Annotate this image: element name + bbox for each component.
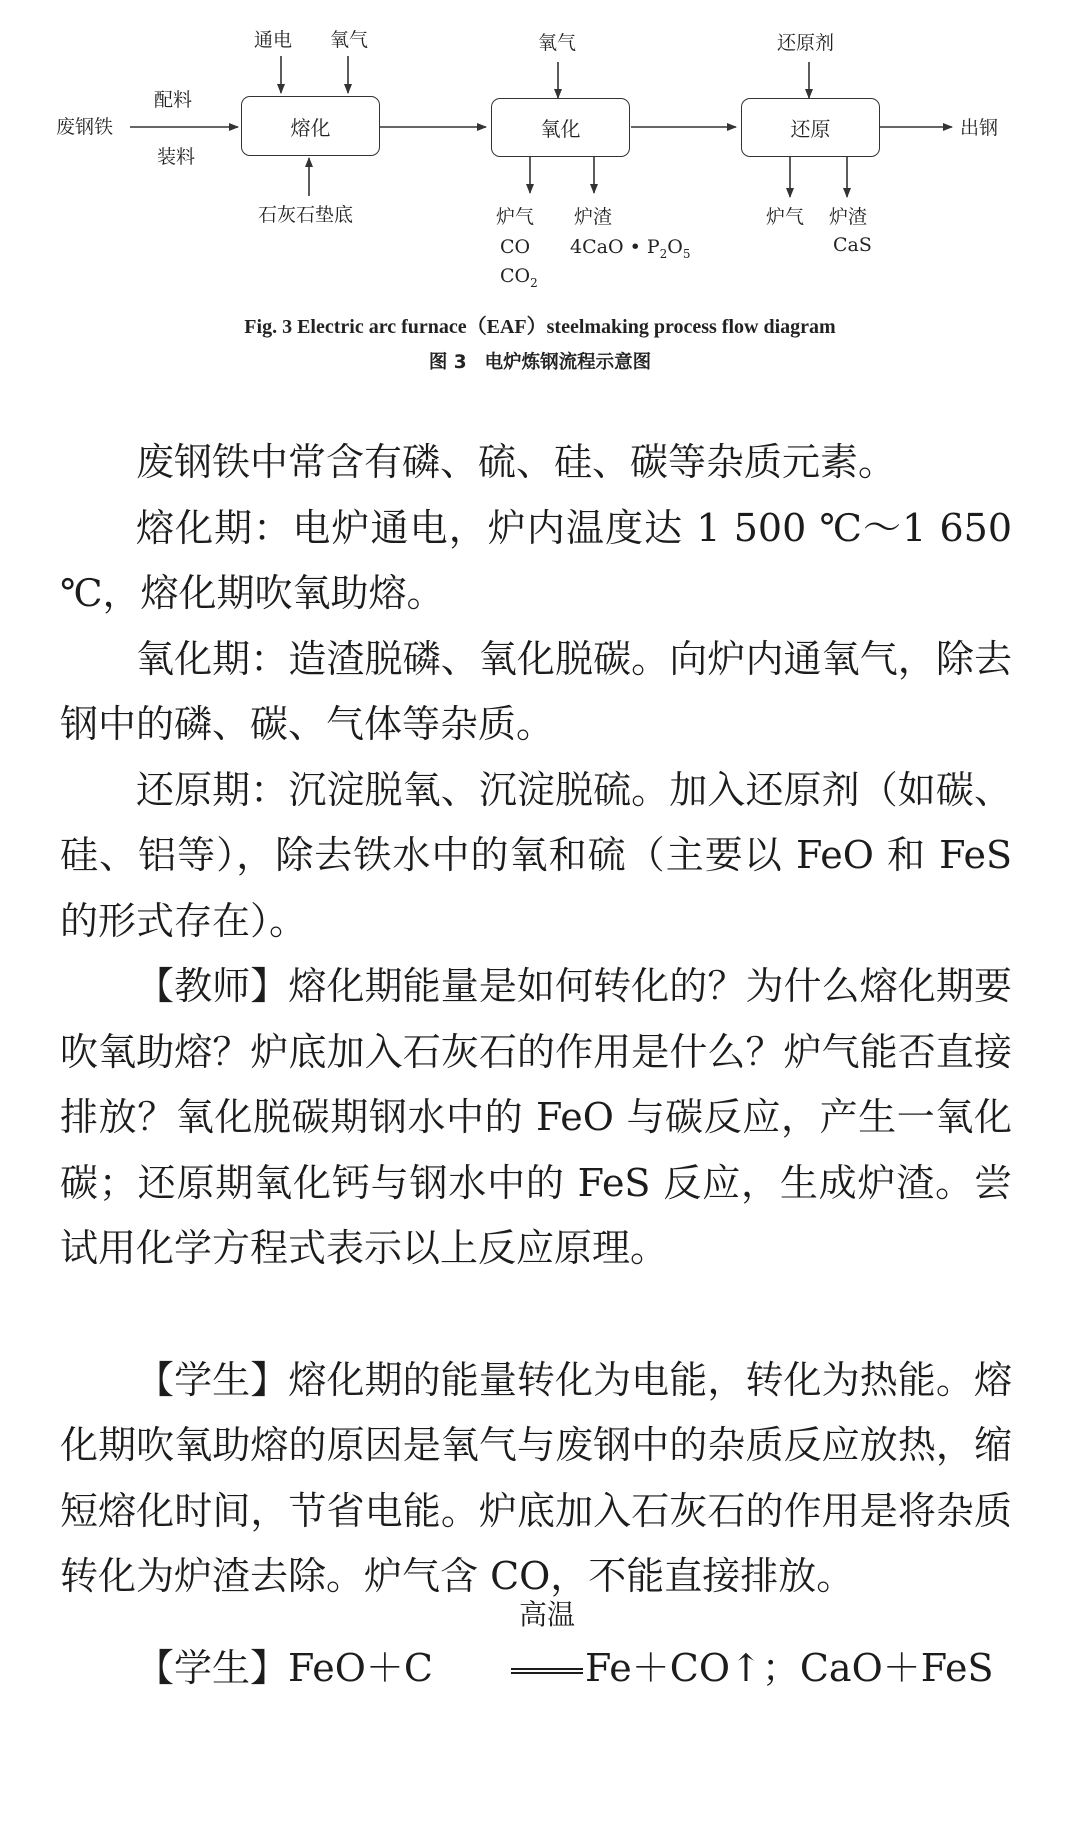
label-oxid-slag-formula: 4CaO • $P_2O_5$ <box>570 236 691 261</box>
box-oxidize <box>491 98 630 157</box>
figure-title: 电炉炼钢流程示意图 <box>484 352 652 373</box>
paragraph-teacher: 【教师】熔化期能量是如何转化的？为什么熔化期要吹氧助熔？炉底加入石灰石的作用是什么？炉气能否直接排放？氧化脱碳期钢水中的 FeO 与碳反应，产生一氧化碳；还原期氧化钙与钢水中的 FeS 反应，生成炉渣。尝试用化学方程式表示以上反应原理。 <box>60 964 1012 1270</box>
label-red-gas: 炉气 <box>766 206 805 228</box>
box-melt <box>241 96 380 156</box>
box-oxidize-label: 氧化 <box>540 117 581 141</box>
figure-caption-en: Fig. 3 Electric arc furnace（EAF）steelmaking process flow diagram <box>244 316 836 338</box>
figure-number: 图 3 <box>428 352 467 373</box>
label-limestone: 石灰石垫底 <box>258 204 354 226</box>
article-body <box>60 430 1012 1701</box>
label-red-slag-formula: CaS <box>833 234 872 256</box>
equation-line <box>60 1597 1012 1702</box>
label-oxid-gas: 炉气 <box>496 206 535 228</box>
paragraph-reduction: 还原期：沉淀脱氧、沉淀脱硫。加入还原剂（如碳、硅、铝等），除去铁水中的氧和硫（主要以 FeO 和 FeS 的形式存在）。 <box>60 767 1012 943</box>
box-melt-label: 熔化 <box>290 115 331 140</box>
paragraph-student: 【学生】熔化期的能量转化为电能，转化为热能。熔化期吹氧助熔的原因是氧气与废钢中的杂质反应放热，缩短熔化时间，节省电能。炉底加入石灰石的作用是将杂质转化为炉渣去除。炉气含 CO，不能直接排放。 <box>60 1357 1012 1598</box>
equation-left: 【学生】FeO＋C <box>136 1645 434 1690</box>
label-tongdian: 通电 <box>254 29 293 51</box>
box-reduce <box>741 98 880 157</box>
paragraph-oxidation: 氧化期：造渣脱磷、氧化脱碳。向炉内通氧气，除去钢中的磷、碳、气体等杂质。 <box>60 636 1012 746</box>
figure-caption-zh <box>0 348 1080 374</box>
label-oxygen1: 氧气 <box>330 29 369 51</box>
label-oxid-gas-co: CO <box>500 236 531 258</box>
label-peiliao: 配料 <box>154 89 193 111</box>
flow-diagram <box>0 0 1080 300</box>
paragraph-impurities: 废钢铁中常含有磷、硫、硅、碳等杂质元素。 <box>136 440 897 484</box>
label-zhuangliao: 装料 <box>157 146 196 168</box>
label-oxygen2: 氧气 <box>538 32 577 54</box>
equation-condition: 高温 <box>519 1597 576 1631</box>
box-reduce-label: 还原 <box>790 117 831 141</box>
label-oxid-slag: 炉渣 <box>574 206 613 228</box>
equation-sign <box>433 1597 585 1702</box>
paragraph-melting: 熔化期：电炉通电，炉内温度达 1 500 ℃～1 650 ℃，熔化期吹氧助熔。 <box>60 505 1012 615</box>
equation-right: Fe＋CO↑；CaO＋FeS <box>585 1645 994 1690</box>
label-red-slag: 炉渣 <box>829 206 868 228</box>
label-reductant: 还原剂 <box>777 32 835 54</box>
label-oxid-gas-co2: $CO_2$ <box>500 265 538 290</box>
label-output: 出钢 <box>960 117 999 139</box>
label-input: 废钢铁 <box>56 116 114 138</box>
